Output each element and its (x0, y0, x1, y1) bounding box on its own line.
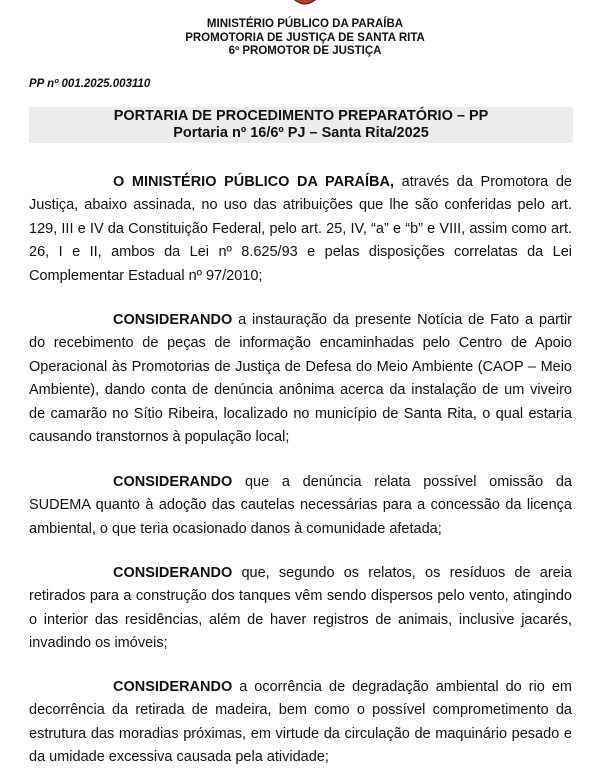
coat-of-arms-emblem (277, 0, 333, 16)
paragraph-text: a instauração da presente Notícia de Fato a partir do recebimento de peças de informação encaminhadas pelo Centro de Apoio Operacional às Promotorias de Justiça de Defesa do Meio Ambiente (CAOP – Meio Ambiente), dando conta de denúncia anônima acerca da instalação de um viveiro de camarão no Sítio Ribeira, localizado no município de Santa Rita, o qual estaria causando transtornos à população local; (29, 312, 572, 446)
paragraph-considerando-1 (29, 309, 572, 449)
header-line-promotor: 6º PROMOTOR DE JUSTIÇA (228, 45, 382, 57)
paragraph-preamble (29, 171, 572, 288)
paragraph-text: através da Promotora de Justiça, abaixo assinada, no uso das atribuições que lhe são conferidas pelo art. 129, III e IV da Constituição Federal, pelo art. 25, IV, “a” e “b” e VIII, assim como art. 26, I e II, ambos da Lei nº 8.625/93 e pelas disposições correlatas da Lei Complementar Estadual nº 97/2010; (29, 174, 572, 284)
paragraph-considerando-3 (29, 562, 572, 656)
paragraph-considerando-4 (29, 676, 572, 770)
header-line-ministry: MINISTÉRIO PÚBLICO DA PARAÍBA (206, 18, 404, 30)
institution-header (0, 18, 610, 59)
paragraph-text: que, segundo os relatos, os resíduos de areia retirados para a construção dos tanques vêm sendo dispersos pelo vento, atingindo o interior das residências, além de haver registros de animais, inclusive jacarés, invadindo os imóveis; (29, 565, 572, 652)
procedure-reference-number: PP nº 001.2025.003110 (29, 78, 151, 90)
paragraph-lead: CONSIDERANDO (113, 474, 233, 490)
document-title-box (29, 107, 573, 143)
paragraph-text: que a denúncia relata possível omissão da SUDEMA quanto à adoção das cautelas necessárias para a concessão da licença ambiental, o que teria ocasionado danos à comunidade afetada; (29, 474, 572, 537)
title-line-2: Portaria nº 16/6º PJ – Santa Rita/2025 (173, 125, 429, 141)
paragraph-lead: CONSIDERANDO (113, 679, 233, 695)
paragraph-lead: CONSIDERANDO (113, 565, 233, 581)
title-line-1: PORTARIA DE PROCEDIMENTO PREPARATÓRIO – PP (113, 108, 489, 124)
paragraph-text: a ocorrência de degradação ambiental do rio em decorrência da retirada de madeira, bem como o possível comprometimento da estrutura das moradias próximas, em virtude da circulação de maquinário pesado e da umidade excessiva causada pela atividade; (29, 679, 572, 766)
paragraph-lead: O MINISTÉRIO PÚBLICO DA PARAÍBA, (113, 174, 395, 190)
paragraph-considerando-2 (29, 471, 572, 541)
header-line-promotoria: PROMOTORIA DE JUSTIÇA DE SANTA RITA (185, 31, 425, 44)
paragraph-lead: CONSIDERANDO (113, 312, 233, 328)
